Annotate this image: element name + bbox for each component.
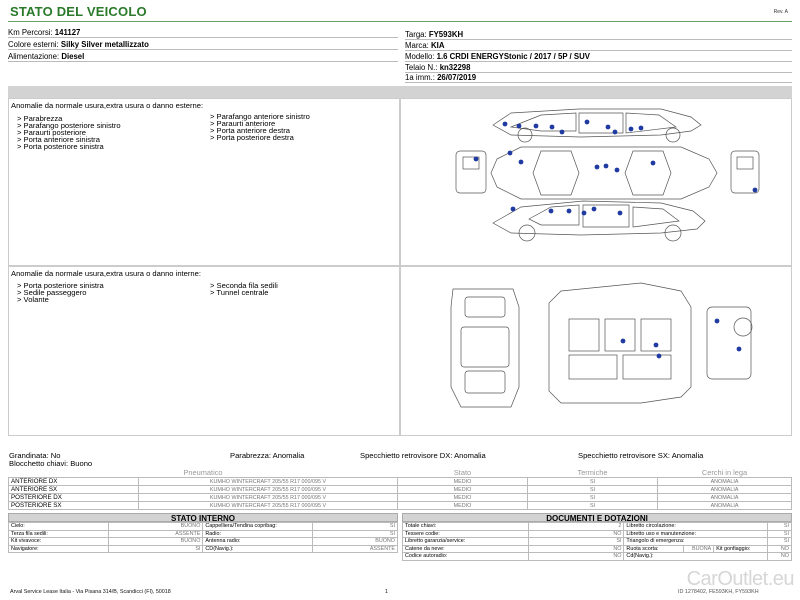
- mirror-dx-status: Specchietto retrovisore DX: Anomalia: [360, 451, 486, 460]
- interior-label: Kit vivavoce:: [9, 538, 109, 546]
- table-row: [403, 553, 792, 561]
- tyre-winter: SI: [528, 486, 658, 494]
- interior-value: SI: [108, 545, 203, 553]
- car-side-bottom: [493, 201, 705, 235]
- interior-value: SI: [313, 530, 398, 538]
- tyres-header-status: Stato: [398, 468, 528, 478]
- damage-markers-exterior: [474, 120, 758, 216]
- tyre-winter: SI: [528, 502, 658, 510]
- page-title: STATO DEL VEICOLO: [10, 4, 147, 19]
- doc-value: SI: [768, 538, 792, 546]
- damage-item: > Porta posteriore destra: [210, 133, 294, 142]
- damage-item: > Porta posteriore sinistra: [17, 281, 104, 290]
- doc-label: Codice autoradio:: [403, 553, 529, 561]
- damage-item: > Tunnel centrale: [210, 288, 269, 297]
- tyre-winter: SI: [528, 494, 658, 502]
- fuel-row: Alimentazione: Diesel: [8, 51, 398, 62]
- section-separator: [8, 86, 792, 98]
- doc-label: Catene da neve:: [403, 545, 529, 553]
- key-block-status: Blocchetto chiavi: Buono: [9, 459, 93, 468]
- tyre-position: ANTERIORE DX: [9, 478, 139, 486]
- interior-label: CD(Navig.):: [203, 545, 313, 553]
- doc-label: Kit gonfiaggio:: [714, 545, 768, 553]
- table-row: [403, 530, 792, 538]
- doc-label: Libretto garanzia/service:: [403, 538, 529, 546]
- doc-label: Triangolo di emergenza:: [624, 538, 768, 546]
- table-row: [9, 478, 792, 486]
- doc-value: SI: [528, 538, 624, 546]
- table-row: [9, 538, 398, 546]
- tyre-position: ANTERIORE SX: [9, 486, 139, 494]
- tyre-model: KUMHO WINTERCRAFT 205/55 R17 000/095 V: [139, 478, 398, 486]
- doc-label: Libretto circolazione:: [624, 523, 768, 531]
- plate-row: Targa: FY593KH: [405, 29, 792, 40]
- km-row: Km Percorsi: 141127: [8, 27, 398, 38]
- internal-damage-title: Anomalie da normale usura,extra usura o danno interne:: [11, 269, 201, 278]
- table-row: [9, 523, 398, 531]
- external-damage-list-2: [210, 113, 310, 141]
- table-row: [403, 523, 792, 531]
- doc-value: SI: [768, 530, 792, 538]
- tyres-table: [8, 468, 792, 510]
- internal-diagram-panel: [400, 266, 792, 436]
- interior-value: BUONO: [313, 538, 398, 546]
- doc-value: NO: [768, 545, 792, 553]
- damage-item: > Porta posteriore sinistra: [17, 142, 104, 151]
- interior-value: SI: [313, 523, 398, 531]
- windshield-status: Parabrezza: Anomalia: [230, 451, 305, 460]
- table-row: [403, 538, 792, 546]
- doc-label: Ruota scorta:: [624, 545, 684, 553]
- interior-table: [8, 522, 398, 553]
- external-diagram-panel: [400, 98, 792, 266]
- internal-damage-list-1: [17, 282, 104, 303]
- internal-damage-list-2: [210, 282, 278, 296]
- watermark-logo: CarOutlet.eu: [686, 568, 794, 590]
- external-damage-panel: [8, 98, 400, 266]
- damage-item: > Parabrezza: [17, 114, 63, 123]
- tyre-position: POSTERIORE DX: [9, 494, 139, 502]
- doc-label: Libretto uso e manutenzione:: [624, 530, 768, 538]
- tyre-state: MEDIO: [398, 486, 528, 494]
- tyre-rim: ANOMALIA: [658, 494, 792, 502]
- revision-label: Rev. A: [773, 9, 788, 15]
- table-row: [9, 486, 792, 494]
- damage-item: > Porta anteriore sinistra: [17, 135, 100, 144]
- table-row: [9, 530, 398, 538]
- footer-page-number: 1: [385, 589, 388, 595]
- interior-value: BUONO: [108, 538, 203, 546]
- title-divider: [8, 21, 792, 22]
- interior-label: Antenna radio:: [203, 538, 313, 546]
- tyre-rim: ANOMALIA: [658, 478, 792, 486]
- damage-markers-interior: [621, 319, 742, 359]
- tyres-header-tyre: Pneumatico: [9, 468, 398, 478]
- damage-item: > Sedile passeggero: [17, 288, 87, 297]
- tyres-header-winter: Termiche: [528, 468, 658, 478]
- damage-item: > Porta anteriore destra: [210, 126, 290, 135]
- doc-label: Tessere codie:: [403, 530, 529, 538]
- table-row: [9, 502, 792, 510]
- interior-label: Terza fila sedili:: [9, 530, 109, 538]
- footer-company: Arval Service Lease Italia - Via Pisana 314/B, Scandicci (FI), 50018: [10, 589, 171, 595]
- exterior-car-diagram: [401, 99, 791, 265]
- interior-section-title: STATO INTERNO: [8, 513, 398, 522]
- tyres-header-row: [9, 468, 792, 478]
- interior-label: Cielo:: [9, 523, 109, 531]
- doc-value: NO: [528, 530, 624, 538]
- tyre-state: MEDIO: [398, 502, 528, 510]
- doc-value: NO: [528, 553, 624, 561]
- damage-item: > Parafango anteriore sinistro: [210, 112, 310, 121]
- doc-value: SI: [768, 523, 792, 531]
- damage-item: > Paraurti posteriore: [17, 128, 87, 137]
- footer-reference: ID 1278402, FE593KH, FY593KH: [678, 589, 759, 595]
- doc-value: BUONA: [684, 545, 714, 553]
- tyre-model: KUMHO WINTERCRAFT 205/55 R17 000/095 V: [139, 486, 398, 494]
- damage-item: > Parafango posteriore sinistro: [17, 121, 121, 130]
- mirror-sx-status: Specchietto retrovisore SX: Anomalia: [578, 451, 704, 460]
- tyres-header-rims: Cerchi in lega: [658, 468, 792, 478]
- vin-row: Telaio N.: kn32298: [405, 62, 792, 73]
- tyre-rim: ANOMALIA: [658, 502, 792, 510]
- doc-value: NO: [768, 553, 792, 561]
- model-row: Modello: 1.6 CRDI ENERGYStonic / 2017 / 5P / SUV: [405, 51, 792, 62]
- tyre-rim: ANOMALIA: [658, 486, 792, 494]
- doc-value: 2: [528, 523, 624, 531]
- tyre-state: MEDIO: [398, 478, 528, 486]
- documents-table: [402, 522, 792, 561]
- brand-row: Marca: KIA: [405, 40, 792, 51]
- registration-row: 1a imm.: 26/07/2019: [405, 72, 792, 83]
- tyre-model: KUMHO WINTERCRAFT 205/55 R17 000/095 V: [139, 502, 398, 510]
- external-damage-list-1: [17, 115, 121, 150]
- table-row: [403, 545, 792, 553]
- interior-label: Cappelliera/Tendina copribag:: [203, 523, 313, 531]
- interior-label: Navigatore:: [9, 545, 109, 553]
- doc-value: NO: [528, 545, 624, 553]
- interior-value: BUONO: [108, 523, 203, 531]
- documents-section-title: DOCUMENTI E DOTAZIONI: [402, 513, 792, 522]
- hail-status: Grandinata: No: [9, 451, 61, 460]
- tyre-state: MEDIO: [398, 494, 528, 502]
- car-interior-plan: [549, 283, 691, 403]
- tyre-model: KUMHO WINTERCRAFT 205/55 R17 000/095 V: [139, 494, 398, 502]
- table-row: [9, 545, 398, 553]
- internal-damage-panel: [8, 266, 400, 436]
- car-plan-view: [491, 147, 717, 199]
- damage-item: > Volante: [17, 295, 49, 304]
- interior-value: ASSENTE: [108, 530, 203, 538]
- interior-value: ASSENTE: [313, 545, 398, 553]
- damage-item: > Paraurti anteriore: [210, 119, 276, 128]
- interior-label: Radio:: [203, 530, 313, 538]
- interior-car-diagram: [401, 267, 791, 435]
- color-row: Colore esterni: Silky Silver metallizzato: [8, 39, 398, 50]
- doc-label: Cd(Navig.):: [624, 553, 768, 561]
- table-row: [9, 494, 792, 502]
- tyre-winter: SI: [528, 478, 658, 486]
- doc-label: Totale chiavi:: [403, 523, 529, 531]
- damage-item: > Seconda fila sedili: [210, 281, 278, 290]
- external-damage-title: Anomalie da normale usura,extra usura o danno esterne:: [11, 101, 204, 110]
- tyre-position: POSTERIORE SX: [9, 502, 139, 510]
